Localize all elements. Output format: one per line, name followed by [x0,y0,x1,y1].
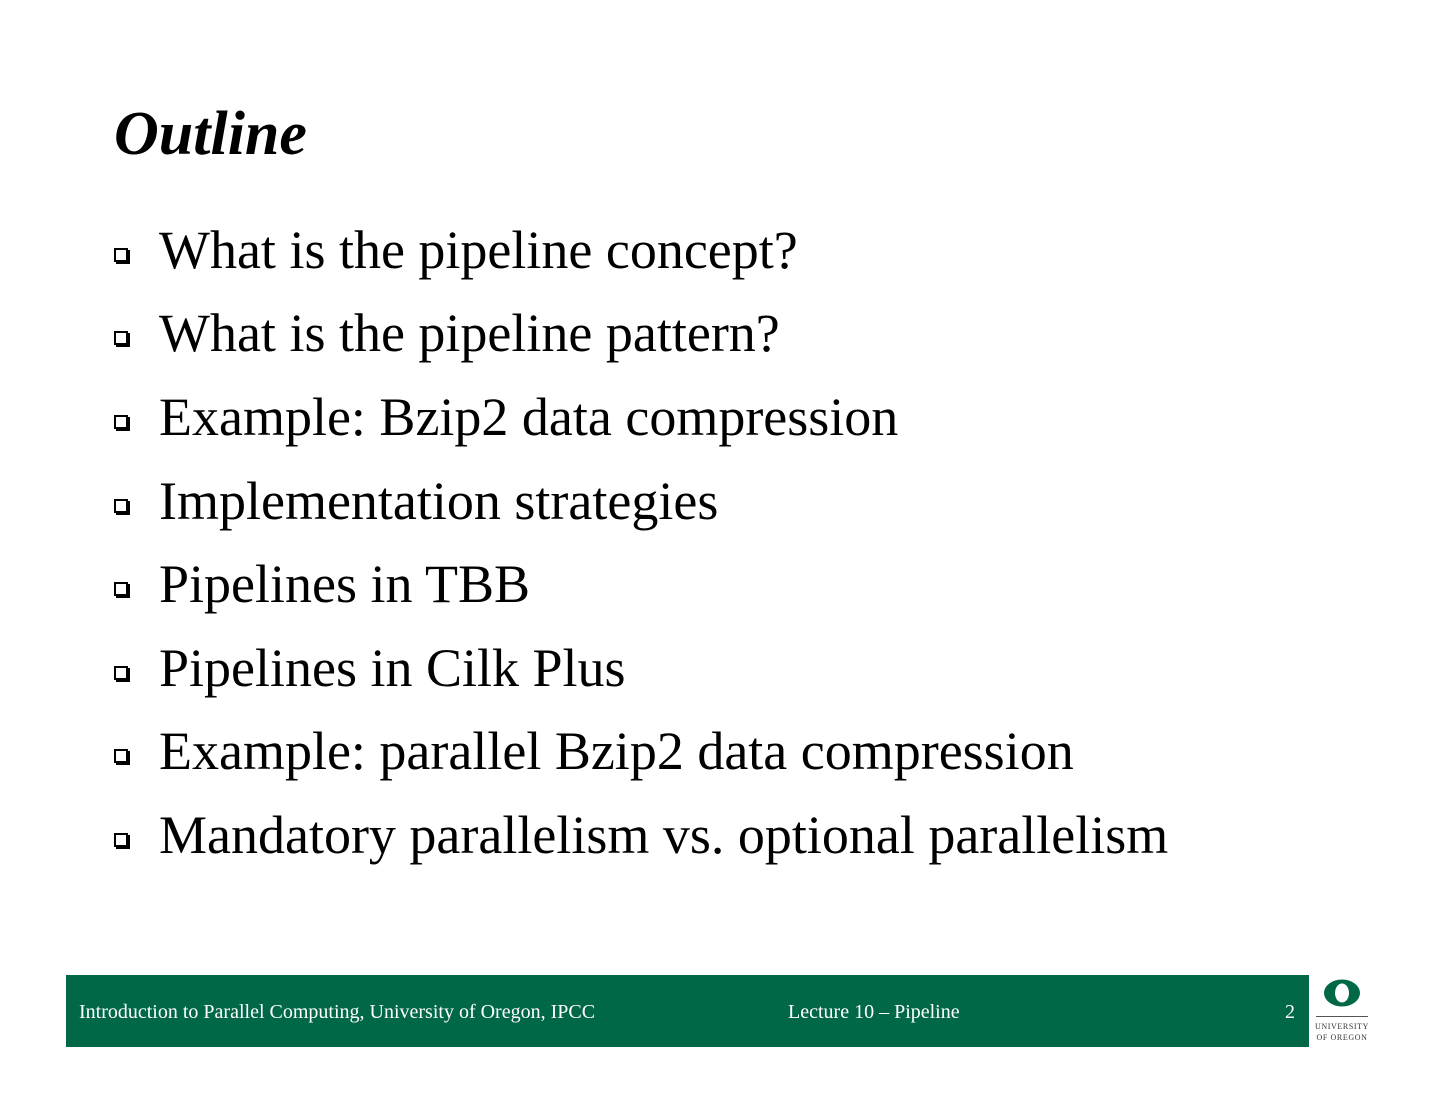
footer-lecture: Lecture 10 – Pipeline [788,1001,960,1023]
square-bullet-icon [114,415,128,429]
list-item-text: What is the pipeline concept? [159,219,798,280]
list-item [114,793,1168,877]
slide-title: Outline [114,100,307,168]
list-item-text: Example: parallel Bzip2 data compression [159,721,1074,782]
square-bullet-icon [114,331,128,345]
list-item-text: Example: Bzip2 data compression [159,386,899,447]
list-item [114,542,1168,626]
list-item [114,375,1168,459]
list-item [114,710,1168,794]
square-bullet-icon [114,833,128,847]
logo-line2: OF OREGON [1316,1033,1368,1042]
list-item [114,208,1168,292]
logo-divider [1316,1016,1368,1017]
list-item-text: Pipelines in Cilk Plus [159,637,626,698]
page-number: 2 [1285,1001,1295,1023]
outline-list [114,208,1168,877]
square-bullet-icon [114,749,128,763]
university-logo [1312,975,1372,1047]
list-item-text: Mandatory parallelism vs. optional parallelism [159,804,1169,865]
oregon-o-icon [1322,978,1362,1008]
list-item-text: What is the pipeline pattern? [159,303,780,364]
footer-bar [66,975,1309,1047]
square-bullet-icon [114,499,128,513]
list-item-text: Pipelines in TBB [159,554,531,615]
list-item-text: Implementation strategies [159,470,719,531]
list-item [114,292,1168,376]
list-item [114,459,1168,543]
square-bullet-icon [114,248,128,262]
footer-course: Introduction to Parallel Computing, University of Oregon, IPCC [79,1001,596,1023]
logo-line1: UNIVERSITY [1315,1022,1369,1031]
list-item [114,626,1168,710]
square-bullet-icon [114,582,128,596]
square-bullet-icon [114,666,128,680]
